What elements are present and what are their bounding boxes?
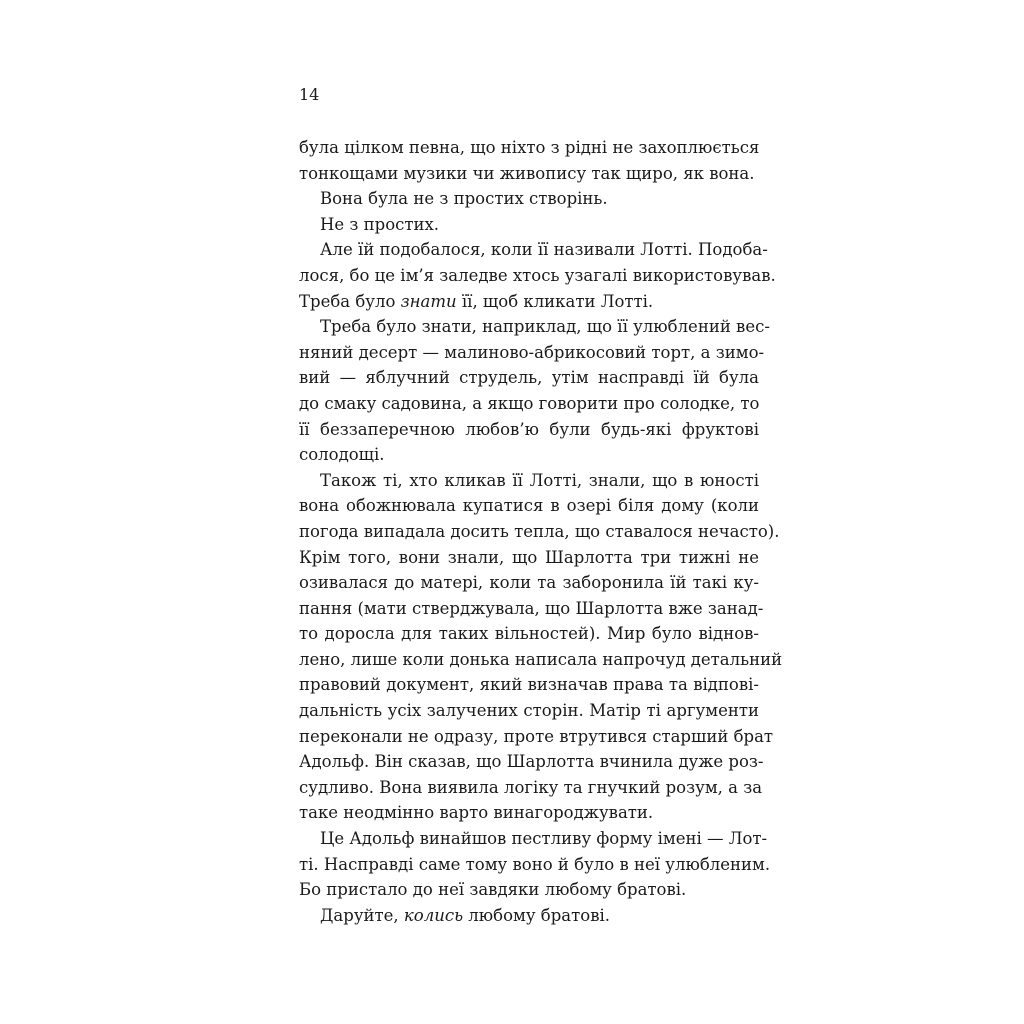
text-line: Це Адольф винайшов пестливу форму імені — Лот-	[320, 829, 768, 849]
text-line: Але їй подобалося, коли її називали Лотті. Подоба-	[320, 240, 768, 260]
text-line: пання (мати стверджувала, що Шарлотта вже занад-	[299, 598, 764, 618]
text-line: солодощі.	[299, 445, 385, 465]
page-number: 14	[299, 85, 320, 104]
text-line: Бо пристало до неї завдяки любому братові.	[299, 880, 687, 900]
text-line: няний десерт — малиново-абрикосовий торт, а зимо-	[299, 342, 765, 362]
text-line: то доросла для таких вільностей). Мир було віднов-	[299, 624, 759, 644]
text-line: правовий документ, який визначав права та відпові-	[299, 675, 759, 695]
text-line: погода випадала досить тепла, що ставалося нечасто).	[299, 521, 780, 541]
italic-emphasis: знати	[400, 291, 457, 311]
text-line: Даруйте, колись любому братові.	[320, 905, 611, 925]
text-line: до смаку садовина, а якщо говорити про солодке, то	[299, 393, 760, 413]
text-line: Також ті, хто кликав її Лотті, знали, що в юності	[320, 470, 759, 490]
text-line: судливо. Вона виявила логіку та гнучкий розум, а за	[299, 777, 763, 797]
text-line: переконали не одразу, проте втрутився старший брат	[299, 726, 774, 746]
text-line: Треба було знати її, щоб кликати Лотті.	[299, 291, 654, 311]
italic-emphasis: колись	[403, 905, 464, 925]
body-text	[299, 135, 783, 928]
text-line: лося, бо це ім’я заледве хтось узагалі використовував.	[299, 265, 776, 285]
text-line: лено, лише коли донька написала напрочуд детальний	[299, 649, 783, 669]
text-line: Адольф. Він сказав, що Шарлотта вчинила дуже роз-	[299, 752, 764, 772]
text-line: вона обожнювала купатися в озері біля дому (коли	[299, 496, 759, 516]
text-line: вий — яблучний струдель, утім насправді їй була	[299, 368, 759, 388]
text-line: Крім того, вони знали, що Шарлотта три тижні не	[299, 547, 759, 567]
text-line: ті. Насправді саме тому воно й було в неї улюбленим.	[299, 854, 771, 874]
text-line: Вона була не з простих створінь.	[320, 189, 608, 209]
text-line: озивалася до матері, коли та заборонила їй такі ку-	[299, 573, 759, 593]
text-line: дальність усіх залучених сторін. Матір ті аргументи	[299, 701, 759, 721]
text-line: Треба було знати, наприклад, що її улюблений вес-	[320, 317, 770, 337]
text-line: таке неодмінно варто винагороджувати.	[299, 803, 654, 823]
text-line: її беззаперечною любов’ю були будь-які фруктові	[299, 419, 759, 439]
text-line: була цілком певна, що ніхто з рідні не захоплюється	[299, 138, 760, 157]
text-line: тонкощами музики чи живопису так щиро, як вона.	[299, 163, 755, 183]
text-line: Не з простих.	[320, 214, 440, 234]
